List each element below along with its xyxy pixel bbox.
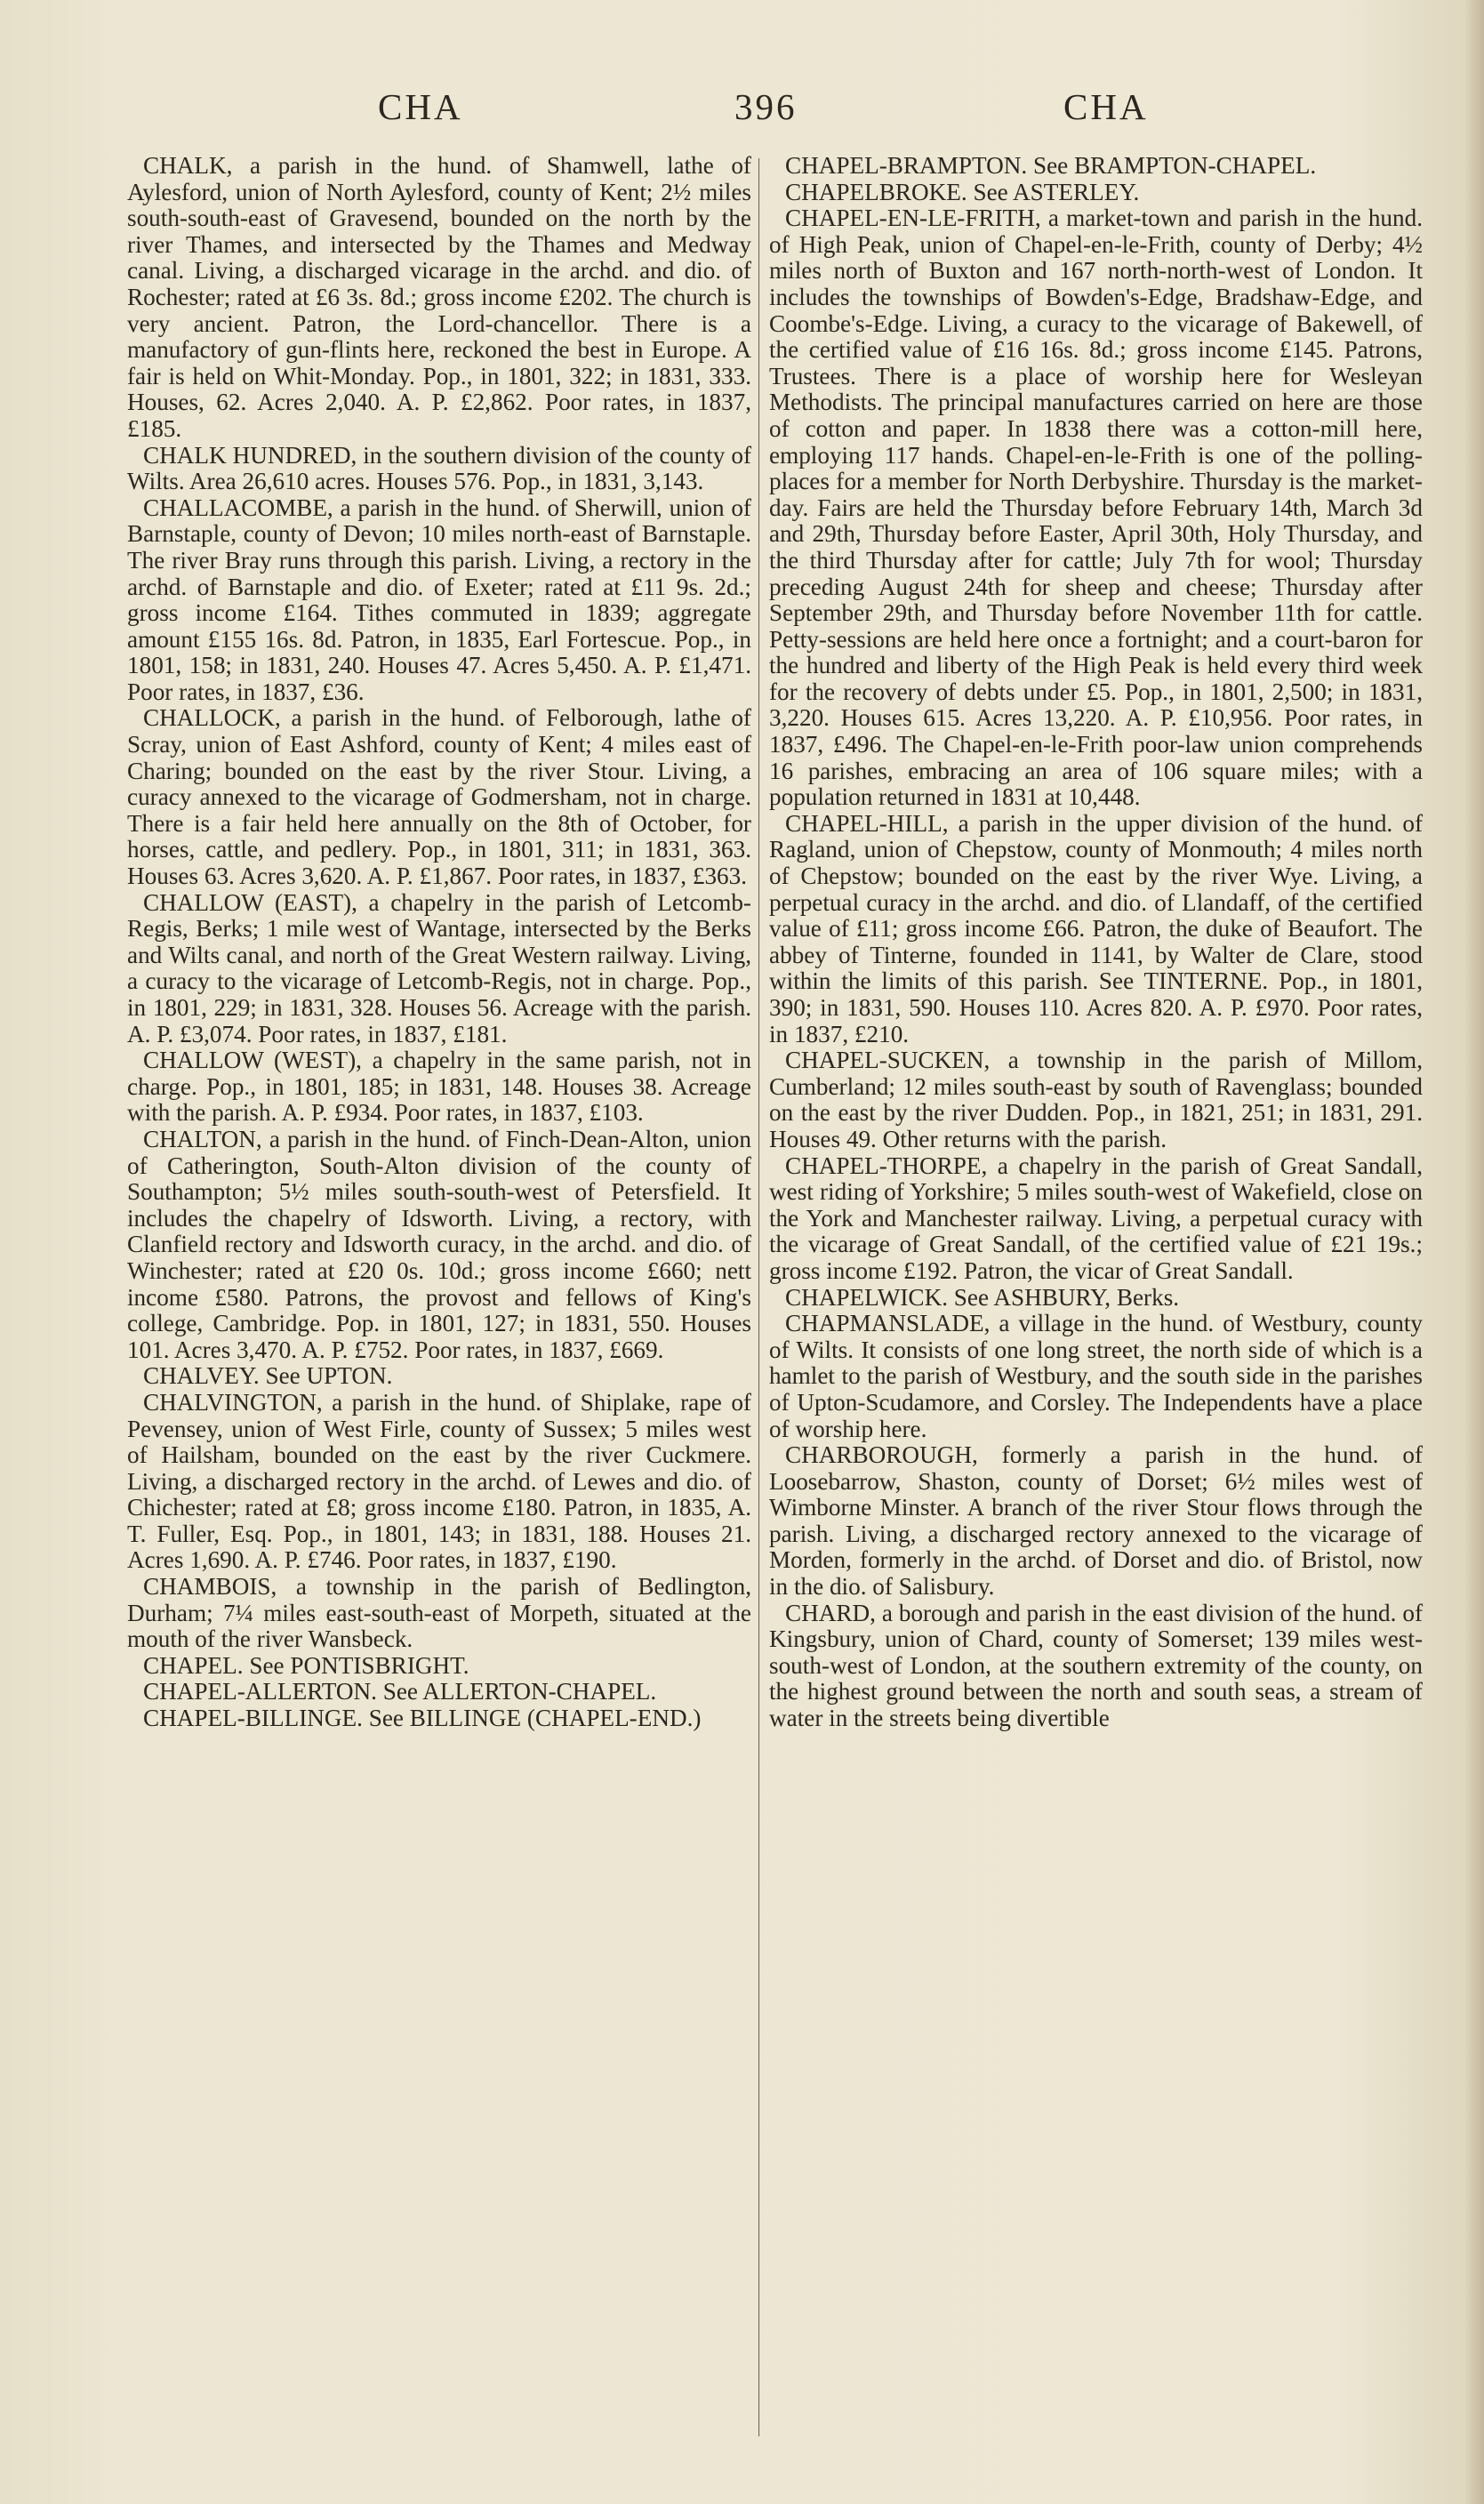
- gazetteer-entry: CHAPEL-EN-LE-FRITH, a market-town and parish in the hund. of High Peak, union of Chapel-en-le-Frith, county of Derby; 4½ miles north of Buxton and 167 north-north-west of London. It includes the townships of Bowden's-Edge, Bradshaw-Edge, and Coombe's-Edge. Living, a curacy to the vicarage of Bakewell, of the certified value of £16 16s. 8d.; gross income £145. Patrons, Trustees. There is a place of worship here for Wesleyan Methodists. The principal manufactures carried on here are those of cotton and paper. In 1838 there was a cotton-mill here, employing 117 hands. Chapel-en-le-Frith is one of the polling-places for a member for North Derbyshire. Thursday is the market-day. Fairs are held the Thursday before February 14th, March 3d and 29th, Thursday before Easter, April 30th, Holy Thursday, and the third Thursday after for cattle; July 7th for wool; Thursday preceding August 24th for sheep and cheese; Thursday after September 29th, and Thursday before November 11th for cattle. Petty-sessions are held here once a fortnight; and a court-baron for the hundred and liberty of the High Peak is held every third week for the recovery of debts under £5. Pop., in 1801, 2,500; in 1831, 3,220. Houses 615. Acres 13,220. A. P. £10,956. Poor rates, in 1837, £496. The Chapel-en-le-Frith poor-law union comprehends 16 parishes, embracing an area of 106 square miles; with a population returned in 1831 at 10,448.: [769, 205, 1423, 811]
- gazetteer-entry: CHALTON, a parish in the hund. of Finch-Dean-Alton, union of Catherington, South-Alton division of the county of Southampton; 5½ miles south-south-west of Petersfield. It includes the chapelry of Idsworth. Living, a rectory, with Clanfield rectory and Idsworth curacy, in the archd. and dio. of Winchester; rated at £20 0s. 10d.; gross income £660; nett income £580. Patrons, the provost and fellows of King's college, Cambridge. Pop. in 1801, 127; in 1831, 550. Houses 101. Acres 3,470. A. P. £752. Poor rates, in 1837, £669.: [127, 1125, 751, 1363]
- gazetteer-entry: CHALLOW (WEST), a chapelry in the same parish, not in charge. Pop., in 1801, 185; in 1831, 148. Houses 38. Acreage with the parish. A. P. £934. Poor rates, in 1837, £103.: [127, 1047, 751, 1127]
- page-number: 396: [734, 86, 798, 127]
- header-left-catchword: CHA: [378, 86, 463, 127]
- page-binding-shadow: [1464, 0, 1484, 2504]
- gazetteer-entry: CHAPEL-HILL, a parish in the upper division of the hund. of Ragland, union of Chepstow, county of Monmouth; 4 miles north of Chepstow; bounded on the east by the river Wye. Living, a perpetual curacy in the archd. and dio. of Llandaff, of the certified value of £11; gross income £66. Patron, the duke of Beaufort. The abbey of Tinterne, founded in 1141, by Walter de Clare, stood within the limits of this parish. See TINTERNE. Pop., in 1801, 390; in 1831, 590. Houses 110. Acres 820. A. P. £970. Poor rates, in 1837, £210.: [769, 809, 1423, 1047]
- gazetteer-entry: CHAPEL-BILLINGE. See BILLINGE (CHAPEL-END.): [143, 1705, 702, 1732]
- gazetteer-entry: CHAPELBROKE. See ASTERLEY.: [785, 178, 1140, 205]
- gazetteer-entry: CHARD, a borough and parish in the east division of the hund. of Kingsbury, union of Chard, county of Somerset; 139 miles west-south-west of London, at the southern extremity of the county, on the highest ground between the north and south seas, a stream of water in the streets being divertible: [769, 1599, 1423, 1732]
- gazetteer-entry: CHALLOCK, a parish in the hund. of Felborough, lathe of Scray, union of East Ashford, county of Kent; 4 miles east of Charing; bounded on the east by the river Stour. Living, a curacy annexed to the vicarage of Godmersham, not in charge. There is a fair held here annually on the 8th of October, for horses, cattle, and pedlery. Pop., in 1801, 311; in 1831, 363. Houses 63. Acres 3,620. A. P. £1,867. Poor rates, in 1837, £363.: [127, 704, 751, 890]
- gazetteer-entry: CHAPEL-ALLERTON. See ALLERTON-CHAPEL.: [143, 1678, 657, 1705]
- gazetteer-entry: CHAPMANSLADE, a village in the hund. of Westbury, county of Wilts. It consists of one long street, the north side of which is a hamlet to the parish of Westbury, and the south side in the parishes of Upton-Scudamore, and Corsley. The Independents have a place of worship here.: [769, 1310, 1423, 1442]
- gazetteer-entry: CHAPEL-SUCKEN, a township in the parish of Millom, Cumberland; 12 miles south-east by south of Ravenglass; bounded on the east by the river Dudden. Pop., in 1821, 251; in 1831, 291. Houses 49. Other returns with the parish.: [769, 1047, 1423, 1152]
- right-column: [769, 153, 1423, 2469]
- gazetteer-entry: CHAPEL-THORPE, a chapelry in the parish of Great Sandall, west riding of Yorkshire; 5 miles south-west of Wakefield, close on the York and Manchester railway. Living, a perpetual curacy with the vicarage of Great Sandall, of the certified value of £21 19s.; gross income £192. Patron, the vicar of Great Sandall.: [769, 1152, 1423, 1284]
- left-column: [127, 153, 751, 2469]
- header-right-catchword: CHA: [1063, 86, 1149, 127]
- column-divider: [758, 158, 759, 2436]
- gazetteer-entry: CHAPEL-BRAMPTON. See BRAMPTON-CHAPEL.: [785, 152, 1317, 179]
- gazetteer-entry: CHAPEL. See PONTISBRIGHT.: [143, 1651, 469, 1679]
- gazetteer-entry: CHALVEY. See UPTON.: [143, 1362, 393, 1390]
- gazetteer-entry: CHALLOW (EAST), a chapelry in the parish of Letcomb-Regis, Berks; 1 mile west of Wantage, intersected by the Berks and Wilts canal, and north of the Great Western railway. Living, a curacy to the vicarage of Letcomb-Regis, not in charge. Pop., in 1801, 229; in 1831, 328. Houses 56. Acreage with the parish. A. P. £3,074. Poor rates, in 1837, £181.: [127, 888, 751, 1047]
- gazetteer-entry: CHALVINGTON, a parish in the hund. of Shiplake, rape of Pevensey, union of West Firle, county of Sussex; 5 miles west of Hailsham, bounded on the east by the river Cuckmere. Living, a discharged rectory in the archd. of Lewes and dio. of Chichester; rated at £8; gross income £180. Patron, in 1835, A. T. Fuller, Esq. Pop., in 1801, 143; in 1831, 188. Houses 21. Acres 1,690. A. P. £746. Poor rates, in 1837, £190.: [127, 1388, 751, 1574]
- gazetteer-entry: CHARBOROUGH, formerly a parish in the hund. of Loosebarrow, Shaston, county of Dorset; 6½ miles west of Wimborne Minster. A branch of the river Stour flows through the parish. Living, a discharged rectory annexed to the vicarage of Morden, formerly in the archd. of Dorset and dio. of Bristol, now in the dio. of Salisbury.: [769, 1441, 1423, 1601]
- running-header: [0, 85, 1484, 139]
- gazetteer-entry: CHAMBOIS, a township in the parish of Bedlington, Durham; 7¼ miles east-south-east of Morpeth, situated at the mouth of the river Wansbeck.: [127, 1573, 751, 1653]
- gazetteer-entry: CHALLACOMBE, a parish in the hund. of Sherwill, union of Barnstaple, county of Devon; 10 miles north-east of Barnstaple. The river Bray runs through this parish. Living, a rectory in the archd. of Barnstaple and dio. of Exeter; rated at £11 9s. 2d.; gross income £164. Tithes commuted in 1839; aggregate amount £155 16s. 8d. Patron, in 1835, Earl Fortescue. Pop., in 1801, 158; in 1831, 240. Houses 47. Acres 5,450. A. P. £1,471. Poor rates, in 1837, £36.: [127, 494, 751, 705]
- gazetteer-entry: CHALK, a parish in the hund. of Shamwell, lathe of Aylesford, union of North Aylesford, county of Kent; 2½ miles south-south-east of Gravesend, bounded on the north by the river Thames, and intersected by the Thames and Medway canal. Living, a discharged vicarage in the archd. and dio. of Rochester; rated at £6 3s. 8d.; gross income £202. The church is very ancient. Patron, the Lord-chancellor. There is a manufactory of gun-flints here, reckoned the best in Europe. A fair is held on Whit-Monday. Pop., in 1801, 322; in 1831, 333. Houses, 62. Acres 2,040. A. P. £2,862. Poor rates, in 1837, £185.: [127, 152, 751, 442]
- gazetteer-entry: CHALK HUNDRED, in the southern division of the county of Wilts. Area 26,610 acres. Houses 576. Pop., in 1831, 3,143.: [127, 441, 751, 495]
- gazetteer-entry: CHAPELWICK. See ASHBURY, Berks.: [785, 1283, 1180, 1311]
